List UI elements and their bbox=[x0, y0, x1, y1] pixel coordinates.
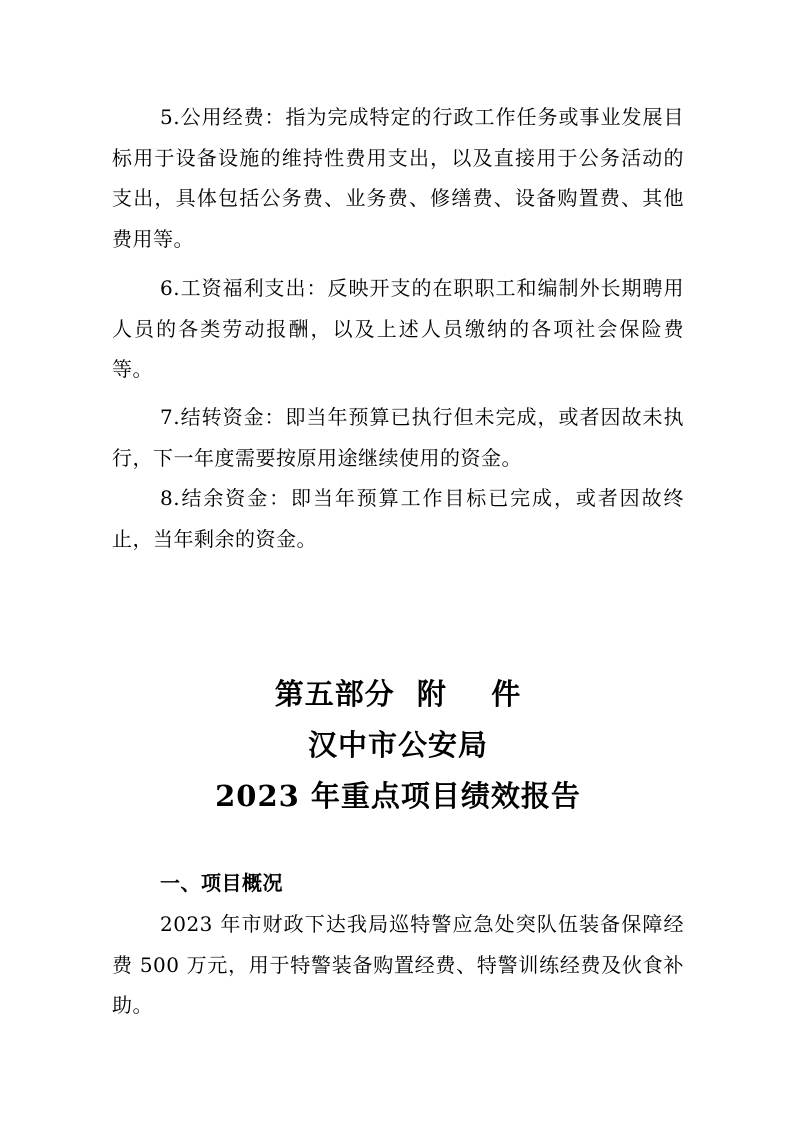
organization-title: 汉中市公安局 bbox=[307, 728, 488, 762]
definition-paragraph-carryover-funds: 7.结转资金：即当年预算已执行但未完成，或者因故未执行，下一年度需要按原用途继续使用的资金。 bbox=[112, 405, 684, 470]
definition-paragraph-salary-welfare: 6.工资福利支出：反映开支的在职职工和编制外长期聘用人员的各类劳动报酬，以及上述人员缴纳的各项社会保险费等。 bbox=[112, 276, 684, 381]
report-title: 2023 年重点项目绩效报告 bbox=[215, 779, 581, 813]
section-heading-project-overview: 一、项目概况 bbox=[160, 871, 283, 895]
definition-paragraph-surplus-funds: 8.结余资金：即当年预算工作目标已完成，或者因故终止，当年剩余的资金。 bbox=[112, 486, 684, 551]
project-overview-paragraph: 2023 年市财政下达我局巡特警应急处突队伍装备保障经费 500 万元，用于特警装备购置经费、特警训练经费及伙食补助。 bbox=[112, 912, 684, 1017]
definition-paragraph-public-expenses: 5.公用经费：指为完成特定的行政工作任务或事业发展目标用于设备设施的维持性费用支出，以及直接用于公务活动的支出，具体包括公务费、业务费、修缮费、设备购置费、其他费用等。 bbox=[112, 105, 684, 251]
part-title: 第五部分 附 件 bbox=[274, 677, 522, 711]
